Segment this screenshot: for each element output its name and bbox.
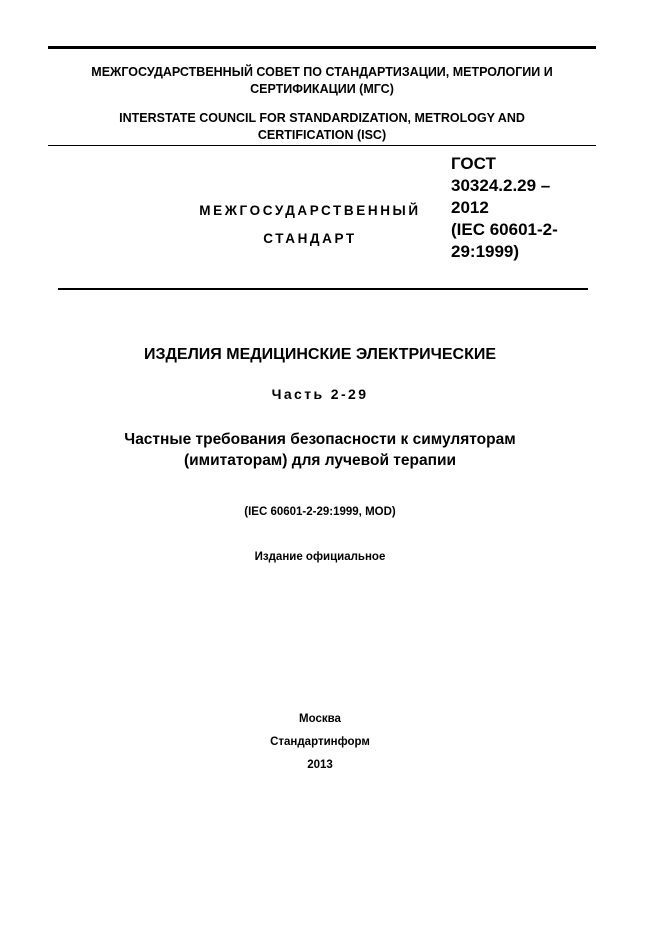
subtitle-line-2: (имитаторам) для лучевой терапии: [183, 452, 457, 469]
iec-reference: (IEC 60601-2-29:1999, MOD): [244, 506, 396, 518]
edition-label: Издание официальное: [254, 551, 386, 563]
standard-number: [451, 153, 591, 263]
council-ru-line-2: СЕРТИФИКАЦИИ (МГС): [250, 82, 394, 96]
middle-rule: [48, 145, 596, 146]
document-subtitle: [60, 429, 580, 471]
standard-type-line-2: СТАНДАРТ: [263, 231, 357, 246]
part-number: Часть 2-29: [271, 386, 369, 402]
standard-number-line: (IEC 60601-2-: [451, 220, 558, 239]
council-name-russian: [60, 64, 584, 98]
standard-number-line: 30324.2.29 –: [451, 176, 551, 195]
council-en-line-2: CERTIFICATION (ISC): [257, 128, 387, 142]
standard-type-line-1: МЕЖГОСУДАРСТВЕННЫЙ: [199, 203, 421, 218]
subtitle-line-1: Частные требования безопасности к симуляторам: [124, 431, 516, 448]
imprint-publisher: Стандартинформ: [270, 736, 370, 748]
bottom-rule: [58, 288, 588, 290]
standard-number-line: ГОСТ: [451, 154, 496, 173]
document-title: ИЗДЕЛИЯ МЕДИЦИНСКИЕ ЭЛЕКТРИЧЕСКИЕ: [143, 346, 497, 363]
council-name-english: [60, 110, 584, 144]
council-ru-line-1: МЕЖГОСУДАРСТВЕННЫЙ СОВЕТ ПО СТАНДАРТИЗАЦИИ, МЕТРОЛОГИИ И: [91, 65, 553, 79]
council-en-line-1: INTERSTATE COUNCIL FOR STANDARDIZATION, METROLOGY AND: [119, 111, 525, 125]
standard-number-line: 29:1999): [451, 242, 520, 261]
top-rule: [48, 46, 596, 49]
standard-number-line: 2012: [451, 198, 489, 217]
imprint-year: 2013: [307, 759, 333, 771]
imprint-city: Москва: [299, 713, 341, 725]
